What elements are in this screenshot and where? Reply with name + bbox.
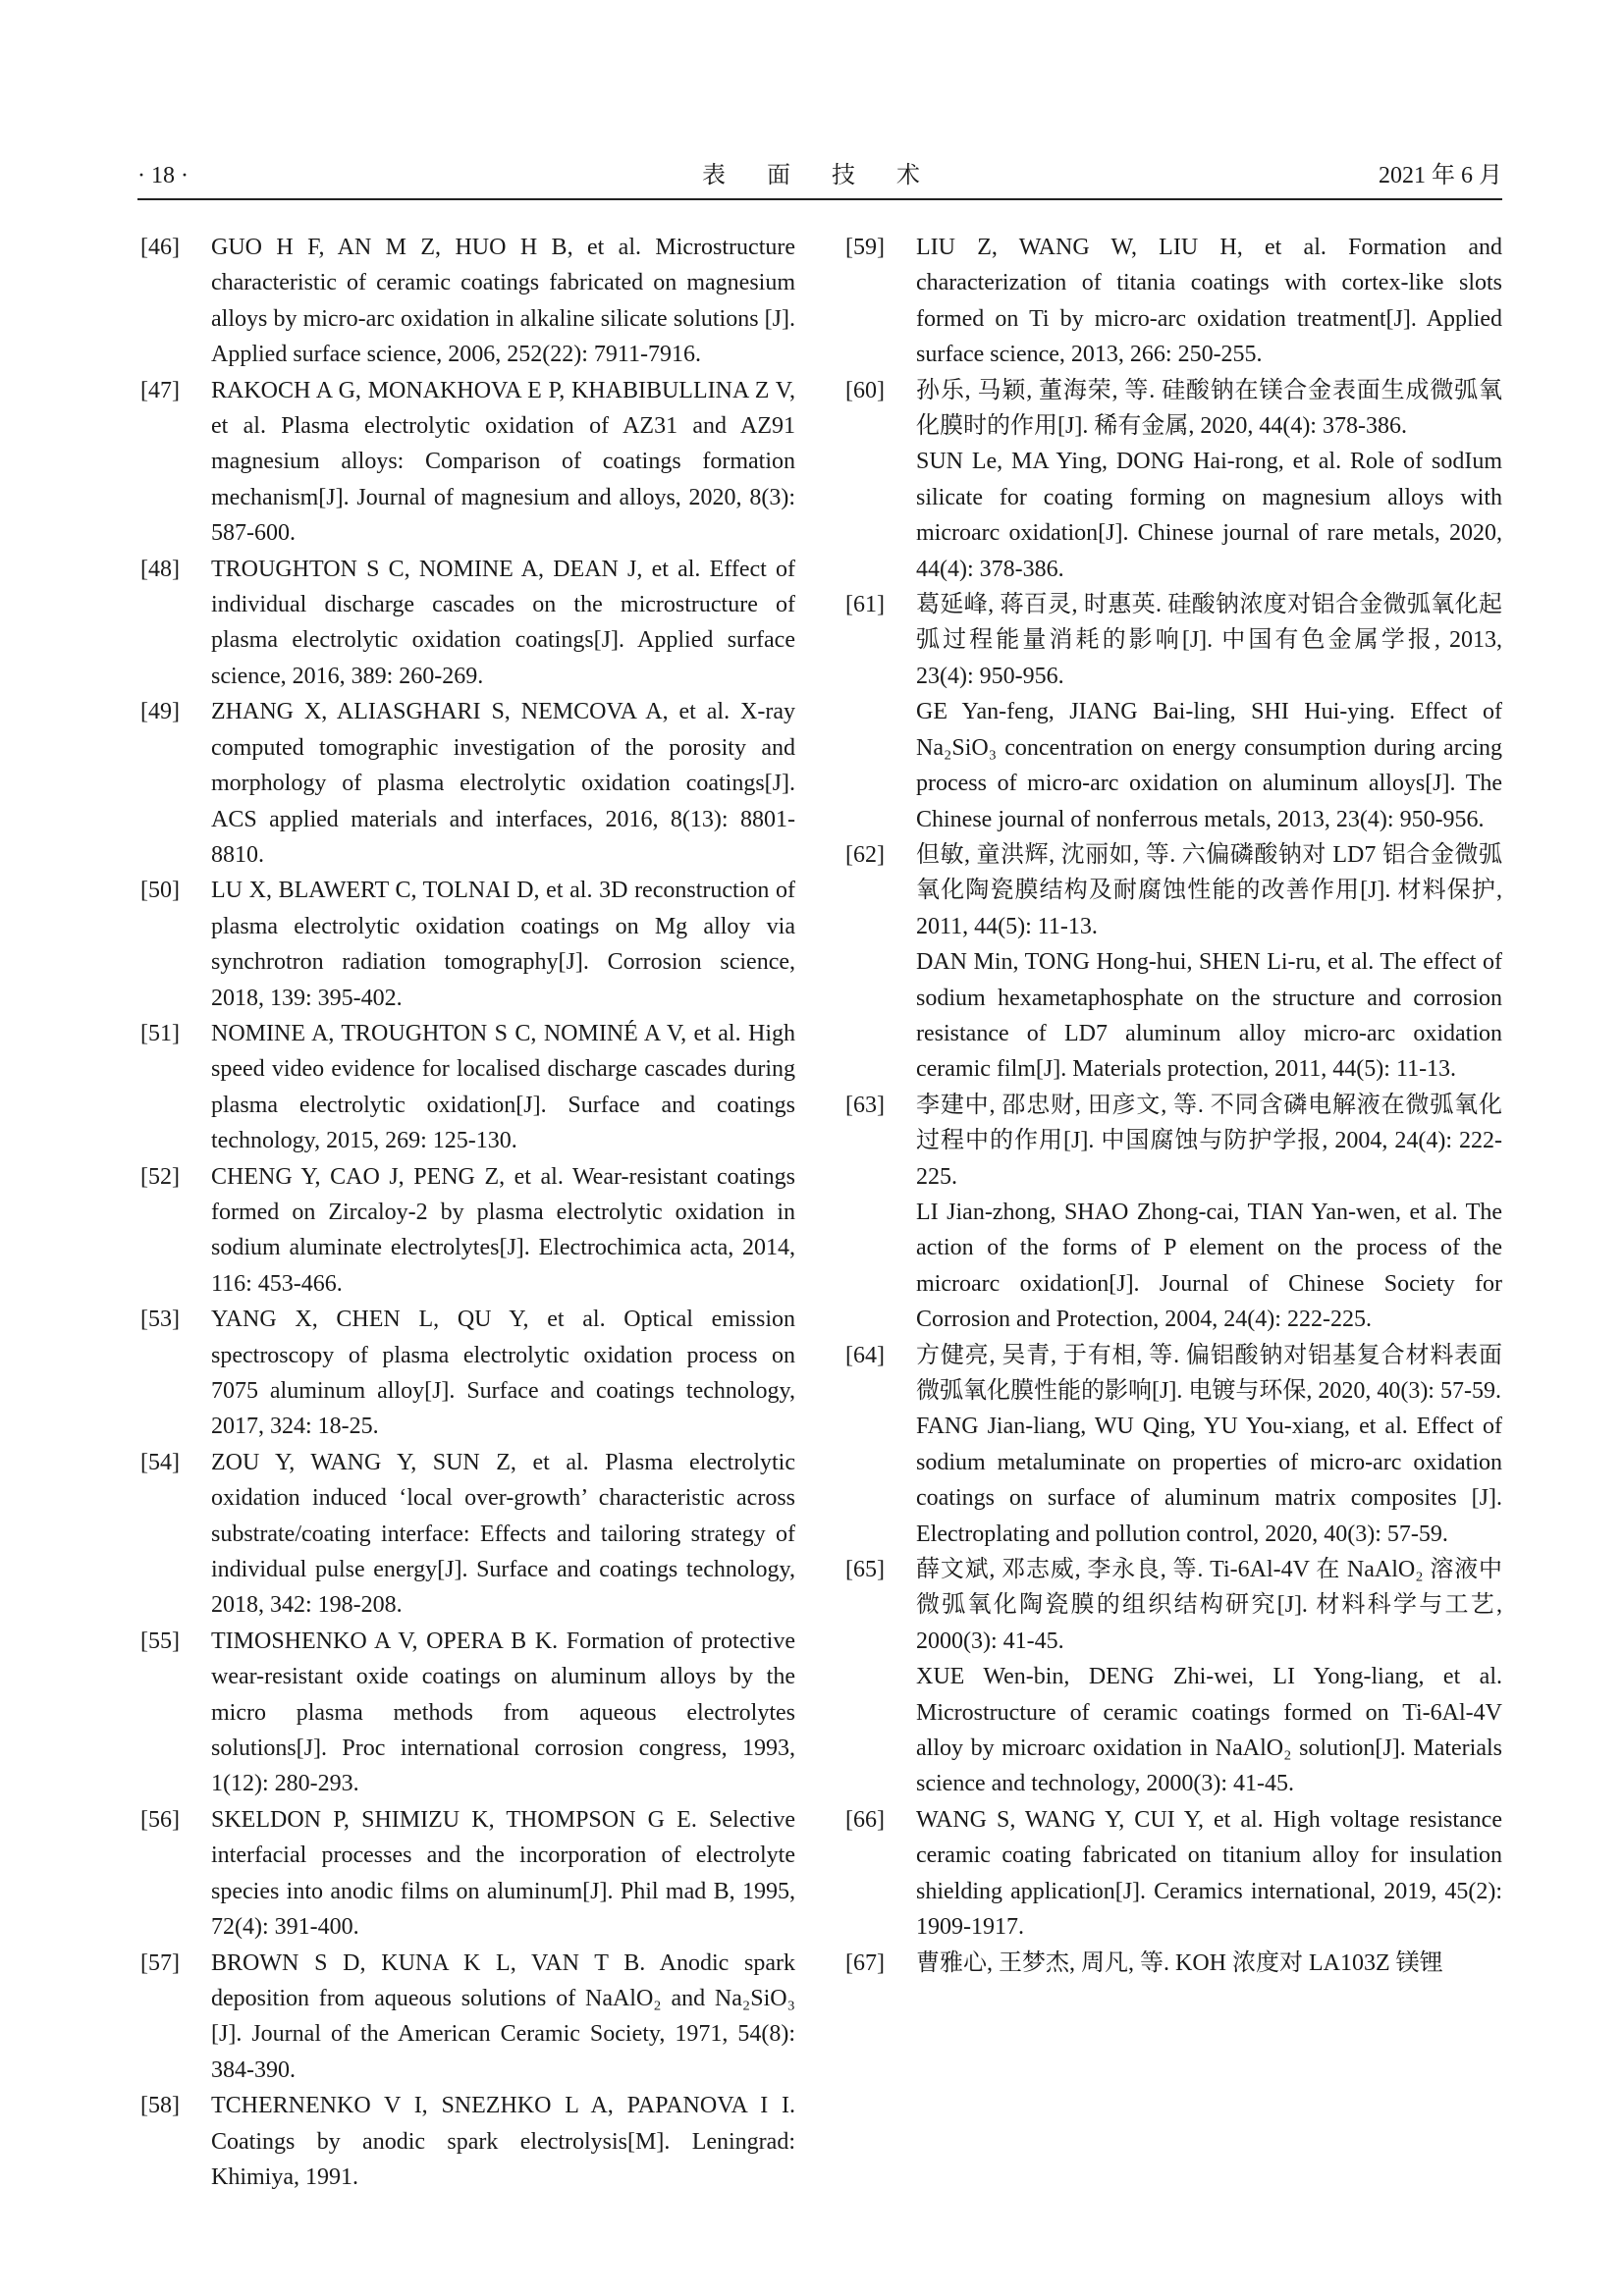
reference-text: SKELDON P, SHIMIZU K, THOMPSON G E. Selective interfacial processes and the incorporation of electrolyte species into anodic films on aluminum[J]. Phil mad B, 1995, 72(4): 391-400. (211, 1806, 795, 1941)
reference-entry (137, 2088, 795, 2195)
reference-entry (842, 230, 1502, 373)
reference-text: ZHANG X, ALIASGHARI S, NEMCOVA A, et al. X-ray computed tomographic investigation of the porosity and morphology of plasma electrolytic oxidation coatings[J]. ACS applied materials and interfaces, 2016, 8(13): 8801-8810. (211, 699, 795, 868)
reference-text: GE Yan-feng, JIANG Bai-ling, SHI Hui-ying. Effect of Na₂SiO₃ concentration on energy consumption during arcing process of micro-arc oxidation on aluminum alloys[J]. The Chinese journal of nonferrous metals, 2013, 23(4): 950-956. (916, 699, 1502, 832)
reference-text: TCHERNENKO V I, SNEZHKO L A, PAPANOVA I I. Coatings by anodic spark electrolysis[M]. Leningrad: Khimiya, 1991. (211, 2093, 795, 2190)
reference-number: [54] (140, 1449, 180, 1475)
reference-text: TIMOSHENKO A V, OPERA B K. Formation of protective wear-resistant oxide coatings on aluminum alloys by the micro plasma methods from aqueous electrolytes solutions[J]. Proc international corrosion congress, 1993, 1(12): 280-293. (211, 1628, 795, 1797)
reference-column-left (137, 230, 795, 2195)
reference-text: LIU Z, WANG W, LIU H, et al. Formation and characterization of titania coatings with cortex-like slots formed on Ti by micro-arc oxidation treatment[J]. Applied surface science, 2013, 266: 250-255. (916, 235, 1502, 368)
reference-entry (842, 1338, 1502, 1552)
reference-text: YANG X, CHEN L, QU Y, et al. Optical emission spectroscopy of plasma electrolytic oxidation process on 7075 aluminum alloy[J]. Surface and coatings technology, 2017, 324: 18-25. (211, 1307, 795, 1440)
reference-entry (137, 1946, 795, 2089)
reference-text: 孙乐, 马颖, 董海荣, 等. 硅酸钠在镁合金表面生成微弧氧化膜时的作用[J]. 稀有金属, 2020, 44(4): 378-386. (916, 377, 1502, 440)
journal-title: 表 面 技 术 (702, 163, 938, 188)
reference-entry (137, 1016, 795, 1159)
reference-text: DAN Min, TONG Hong-hui, SHEN Li-ru, et al. The effect of sodium hexametaphosphate on the structure and corrosion resistance of LD7 aluminum alloy micro-arc oxidation ceramic film[J]. Materials protection, 2011, 44(5): 11-13. (916, 949, 1502, 1083)
reference-entry (137, 1159, 795, 1303)
reference-entry (137, 1802, 795, 1946)
reference-text: 曹雅心, 王梦杰, 周凡, 等. KOH 浓度对 LA103Z 镁锂 (916, 1949, 1443, 1976)
reference-number: [56] (140, 1806, 180, 1833)
reference-number: [62] (845, 841, 885, 868)
reference-number: [53] (140, 1307, 180, 1333)
page-header (137, 159, 1502, 200)
reference-number: [64] (845, 1342, 885, 1368)
reference-entry (842, 837, 1502, 1088)
reference-number: [51] (140, 1020, 180, 1046)
reference-entry (842, 1802, 1502, 1946)
reference-text: 葛延峰, 蒋百灵, 时惠英. 硅酸钠浓度对铝合金微弧氧化起弧过程能量消耗的影响[J]. 中国有色金属学报, 2013, 23(4): 950-956. (916, 592, 1502, 689)
reference-text: LU X, BLAWERT C, TOLNAI D, et al. 3D reconstruction of plasma electrolytic oxidation coatings on Mg alloy via synchrotron radiation tomography[J]. Corrosion science, 2018, 139: 395-402. (211, 878, 795, 1011)
reference-number: [66] (845, 1806, 885, 1833)
reference-entry (842, 1088, 1502, 1338)
issue-date: 2021 年 6 月 (1379, 163, 1502, 188)
reference-entry (137, 230, 795, 373)
reference-entry (842, 1946, 1502, 1981)
reference-number: [58] (140, 2093, 180, 2119)
reference-number: [59] (845, 235, 885, 260)
reference-text: TROUGHTON S C, NOMINE A, DEAN J, et al. Effect of individual discharge cascades on the microstructure of plasma electrolytic oxidation coatings[J]. Applied surface science, 2016, 389: 260-269. (211, 556, 795, 689)
reference-entry (137, 873, 795, 1016)
reference-number: [52] (140, 1163, 180, 1190)
reference-entry (137, 1302, 795, 1445)
reference-entry (137, 373, 795, 552)
reference-column-right (842, 230, 1502, 1981)
reference-text: 薛文斌, 邓志威, 李永良, 等. Ti-6Al-4V 在 NaAlO₂ 溶液中微弧氧化陶瓷膜的组织结构研究[J]. 材料科学与工艺, 2000(3): 41-45. (916, 1557, 1502, 1654)
reference-entry (137, 1624, 795, 1802)
reference-number: [61] (845, 592, 885, 618)
reference-number: [65] (845, 1557, 885, 1583)
reference-number: [57] (140, 1949, 180, 1976)
reference-text: GUO H F, AN M Z, HUO H B, et al. Microstructure characteristic of ceramic coatings fabricated on magnesium alloys by micro-arc oxidation in alkaline silicate solutions [J]. Applied surface science, 2006, 252(22): 7911-7916. (211, 235, 795, 368)
reference-number: [60] (845, 377, 885, 403)
reference-text: ZOU Y, WANG Y, SUN Z, et al. Plasma electrolytic oxidation induced ‘local over-growth’ characteristic across substrate/coating interface: Effects and tailoring strategy of individual pulse energy[J]. Surface and coatings technology, 2018, 342: 198-208. (211, 1449, 795, 1619)
reference-entry (842, 373, 1502, 587)
reference-text: LI Jian-zhong, SHAO Zhong-cai, TIAN Yan-wen, et al. The action of the forms of P element on the process of the microarc oxidation[J]. Journal of Chinese Society for Corrosion and Protection, 2004, 24(4): 222-225. (916, 1199, 1502, 1333)
reference-number: [67] (845, 1949, 885, 1976)
reference-text: SUN Le, MA Ying, DONG Hai-rong, et al. Role of sodIum silicate for coating forming on magnesium alloys with microarc oxidation[J]. Chinese journal of rare metals, 2020, 44(4): 378-386. (916, 449, 1502, 582)
reference-entry (842, 587, 1502, 837)
reference-text: BROWN S D, KUNA K L, VAN T B. Anodic spark deposition from aqueous solutions of NaAlO₂ and Na₂SiO₃ [J]. Journal of the American Ceramic Society, 1971, 54(8): 384-390. (211, 1949, 795, 2083)
reference-entry (137, 1445, 795, 1624)
reference-text: CHENG Y, CAO J, PENG Z, et al. Wear-resistant coatings formed on Zircaloy-2 by plasma electrolytic oxidation in sodium aluminate electrolytes[J]. Electrochimica acta, 2014, 116: 453-466. (211, 1163, 795, 1297)
reference-number: [55] (140, 1628, 180, 1654)
reference-number: [49] (140, 699, 180, 725)
reference-text: NOMINE A, TROUGHTON S C, NOMINÉ A V, et al. High speed video evidence for localised discharge cascades during plasma electrolytic oxidation[J]. Surface and coatings technology, 2015, 269: 125-130. (211, 1020, 795, 1154)
reference-entry (842, 1552, 1502, 1802)
reference-text: RAKOCH A G, MONAKHOVA E P, KHABIBULLINA Z V, et al. Plasma electrolytic oxidation of AZ31 and AZ91 magnesium alloys: Comparison of coatings formation mechanism[J]. Journal of magnesium and alloys, 2020, 8(3): 587-600. (211, 377, 795, 547)
reference-entry (137, 552, 795, 695)
reference-text: WANG S, WANG Y, CUI Y, et al. High voltage resistance ceramic coating fabricated on titanium alloy for insulation shielding application[J]. Ceramics international, 2019, 45(2): 1909-1917. (916, 1806, 1502, 1941)
reference-number: [46] (140, 235, 180, 260)
reference-number: [50] (140, 878, 180, 904)
reference-number: [48] (140, 556, 180, 582)
reference-number: [47] (140, 377, 180, 403)
reference-text: FANG Jian-liang, WU Qing, YU You-xiang, et al. Effect of sodium metaluminate on properties of micro-arc oxidation coatings on surface of aluminum matrix composites [J]. Electroplating and pollution control, 2020, 40(3): 57-59. (916, 1414, 1502, 1547)
reference-text: XUE Wen-bin, DENG Zhi-wei, LI Yong-liang, et al. Microstructure of ceramic coatings formed on Ti-6Al-4V alloy by microarc oxidation in NaAlO₂ solution[J]. Materials science and technology, 2000(3): 41-45. (916, 1664, 1502, 1797)
reference-text: 方健亮, 吴青, 于有相, 等. 偏铝酸钠对铝基复合材料表面微弧氧化膜性能的影响[J]. 电镀与环保, 2020, 40(3): 57-59. (916, 1342, 1502, 1404)
reference-text: 李建中, 邵忠财, 田彦文, 等. 不同含磷电解液在微弧氧化过程中的作用[J]. 中国腐蚀与防护学报, 2004, 24(4): 222-225. (916, 1092, 1502, 1190)
reference-text: 但敏, 童洪辉, 沈丽如, 等. 六偏磷酸钠对 LD7 铝合金微弧氧化陶瓷膜结构及耐腐蚀性能的改善作用[J]. 材料保护, 2011, 44(5): 11-13. (916, 841, 1502, 939)
page-number: · 18 · (137, 163, 189, 188)
reference-number: [63] (845, 1092, 885, 1118)
reference-entry (137, 694, 795, 873)
